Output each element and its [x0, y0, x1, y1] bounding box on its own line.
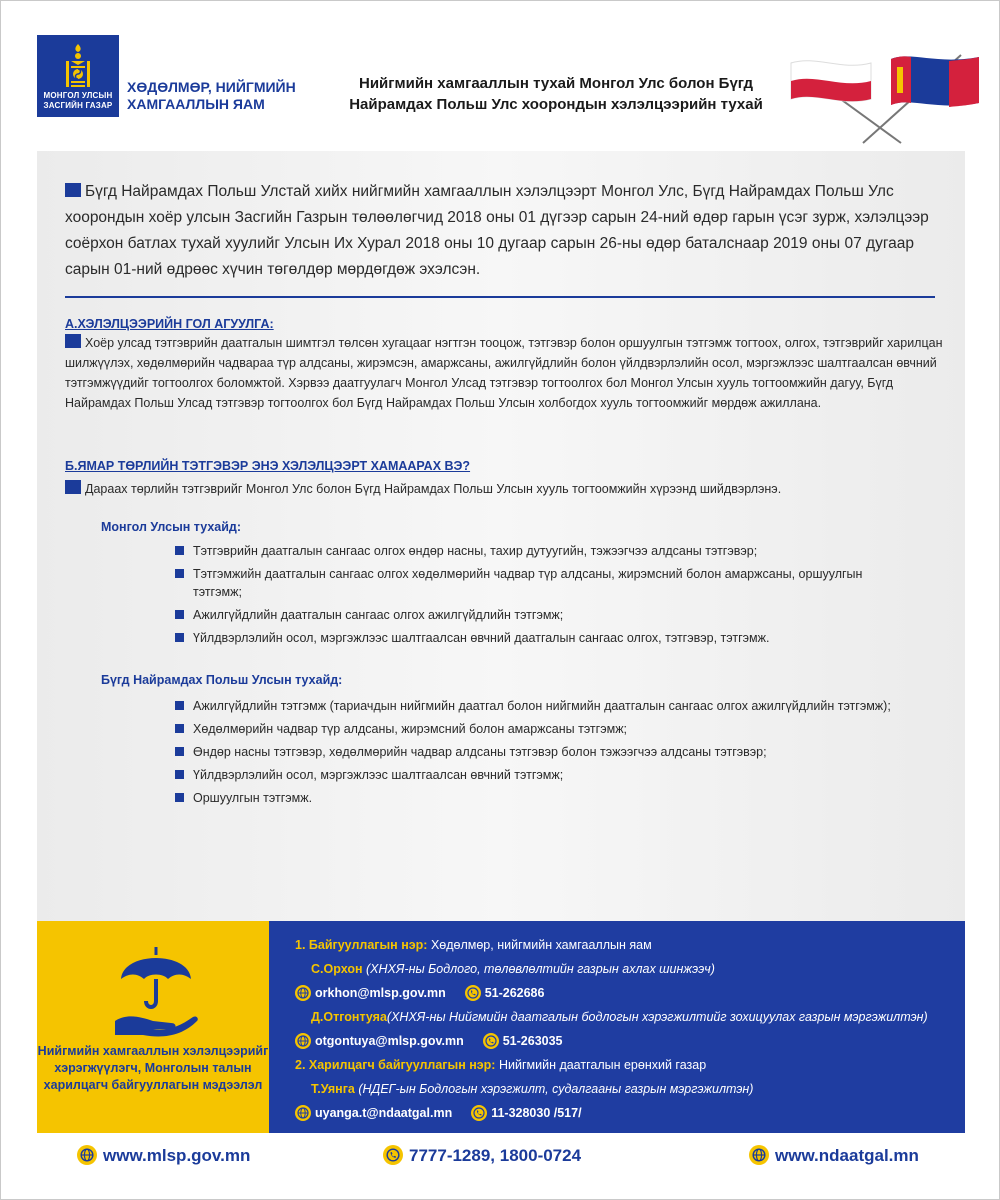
person3-contact-row: [295, 1105, 582, 1121]
person2-contact-row: [295, 1033, 563, 1049]
footer-phones-text: 7777-1289, 1800-0724: [409, 1146, 582, 1165]
person2-name: Д.Отгонтуяа: [311, 1010, 387, 1024]
org1-name: Хөдөлмөр, нийгмийн хамгааллын яам: [430, 938, 652, 952]
phone-icon: [465, 985, 481, 1001]
square-bullet-icon: [65, 334, 81, 348]
person1-row: [311, 961, 715, 977]
org2-label: 2. Харилцагч байгууллагын нэр:: [295, 1058, 496, 1072]
org2-name: Нийгмийн даатгалын ерөнхий газар: [498, 1058, 707, 1072]
person2-phone-link[interactable]: 51-263035: [502, 1034, 563, 1048]
footer-website-mlsp[interactable]: [77, 1145, 250, 1166]
person1-contact-row: [295, 985, 544, 1001]
main-content-panel: [37, 151, 965, 921]
logo-caption-line1: МОНГОЛ УЛСЫН: [43, 91, 113, 100]
square-bullet-icon: [65, 183, 81, 197]
list-item: Үйлдвэрлэлийн осол, мэргэжлээс шалтгаалсан өвчний тэтгэмж;: [175, 766, 975, 784]
page-title-line1: Нийгмийн хамгааллын тухай Монгол Улс болон Бүгд: [359, 75, 753, 92]
logo-caption: [37, 91, 119, 111]
section-divider: [65, 296, 935, 298]
person3-email-link[interactable]: uyanga.t@ndaatgal.mn: [315, 1106, 453, 1120]
globe-icon: [749, 1145, 769, 1165]
person1-phone-link[interactable]: 51-262686: [484, 986, 545, 1000]
globe-icon: [295, 985, 311, 1001]
soyombo-emblem-icon: [62, 43, 94, 89]
globe-icon: [295, 1033, 311, 1049]
person3-role: (НДЕГ-ын Бодлогын хэрэгжилт, судалгааны газрын мэргэжилтэн): [358, 1082, 754, 1096]
page-title-line2: Найрамдах Польш Улс хоорондын хэлэлцээрийн тухай: [349, 96, 763, 113]
footer-website-ndaatgal-text: www.ndaatgal.mn: [775, 1146, 919, 1165]
mongolia-subheading: Монгол Улсын тухайд:: [101, 520, 242, 534]
list-item: Тэтгэмжийн даатгалын сангаас олгох хөдөлмөрийн чадвар түр алдсаны, жирэмсний болон амаржсаны, оршуулгын тэтгэмж;: [175, 565, 875, 601]
government-logo: [37, 35, 119, 117]
crossed-flags-icon: [771, 41, 986, 151]
section-b-body: [65, 479, 945, 499]
contact-info-card: [37, 921, 269, 1133]
list-item: Ажилгүйдлийн тэтгэмж (тариачдын нийгмийн даатгал болон нийгмийн даатгалын сангаас олгох ажилгүйдлийн тэтгэмж);: [175, 697, 975, 715]
section-a-heading: А.ХЭЛЭЛЦЭЭРИЙН ГОЛ АГУУЛГА:: [65, 317, 274, 331]
phone-icon: [471, 1105, 487, 1121]
list-item: Үйлдвэрлэлийн осол, мэргэжлээс шалтгаалсан өвчний даатгалын сангаас олгох, тэтгэвэр, тэтгэмж.: [175, 629, 875, 647]
section-a-text: Хоёр улсад тэтгэврийн даатгалын шимтгэл төлсөн хугацааг нэгтгэн тооцож, тэтгэвэр болон оршуулгын тэтгэмж тогтоох, олгох, тэтгэврийг харилцан шилжүүлэх, хөдөлмөрийн чадвараа түр алдсаны, жирэмсэн, амаржсаны, ажилгүйдлийн болон үйлдвэрлэлийн осол, мэргэжлээс шалтгаалсан өвчний тэтгэмжүүдийг тогтоолгох боломжтой. Хэрвээ даатгуулагч Монгол Улсад тэтгэвэр тогтоолгох бол Монгол Улсын хууль тогтоомжийн дагуу, Бүгд Найрамдах Польш Улсад тэтгэвэр тогтоолгох бол Бүгд Найрамдах Польш Улсын холбогдох хууль тогтоомжийг мөрдөж ажиллана.: [65, 336, 943, 410]
org1-row: [295, 937, 652, 953]
list-item: Өндөр насны тэтгэвэр, хөдөлмөрийн чадвар алдсаны тэтгэвэр болон тэжээгчээ алдсаны тэтгэвэр;: [175, 743, 975, 761]
intro-paragraph: [65, 179, 945, 283]
globe-icon: [77, 1145, 97, 1165]
org1-label: 1. Байгууллагын нэр:: [295, 938, 428, 952]
person3-phone-link[interactable]: 11-328030 /517/: [491, 1106, 582, 1120]
ministry-name: [127, 79, 327, 113]
page-title: [331, 73, 781, 115]
list-item: Оршуулгын тэтгэмж.: [175, 789, 975, 807]
square-bullet-icon: [65, 480, 81, 494]
mongolia-benefit-list: [175, 542, 875, 652]
section-a-body: [65, 333, 945, 413]
person1-role: (ХНХЯ-ны Бодлого, төлөвлөлтийн газрын ахлах шинжээч): [366, 962, 715, 976]
intro-text: Бүгд Найрамдах Польш Улстай хийх нийгмийн хамгааллын хэлэлцээрт Монгол Улс, Бүгд Найрамдах Польш Улс хоорондын хоёр улсын Засгийн Газрын төлөөлөгчид 2018 оны 01 дүгээр сарын 24-ний өдөр гарын үсэг зурж, хэлэлцээр соёрхон батлах тухай хуулийг Улсын Их Хурал 2018 оны 10 дугаар сарын 26-ны өдөр баталснаар 2019 оны 07 дугаар сарын 01-ний өдрөөс хүчин төгөлдөр мөрдөгдөж эхэлсэн.: [65, 183, 929, 278]
org2-row: [295, 1057, 706, 1073]
person2-row: [311, 1009, 928, 1025]
phone-icon: [483, 1033, 499, 1049]
person3-name: Т.Уянга: [311, 1082, 355, 1096]
person1-name: С.Орхон: [311, 962, 363, 976]
footer-website-mlsp-text: www.mlsp.gov.mn: [103, 1146, 251, 1165]
phone-icon: [383, 1145, 403, 1165]
list-item: Тэтгэврийн даатгалын сангаас олгох өндөр насны, тахир дутуугийн, тэжээгчээ алдсаны тэтгэвэр;: [175, 542, 875, 560]
section-b-text: Дараах төрлийн тэтгэврийг Монгол Улс болон Бүгд Найрамдах Польш Улсын хууль тогтоомжийн хүрээнд шийдвэрлэнэ.: [85, 482, 782, 496]
section-b-heading: Б.ЯМАР ТӨРЛИЙН ТЭТГЭВЭР ЭНЭ ХЭЛЭЛЦЭЭРТ ХАМААРАХ ВЭ?: [65, 459, 471, 473]
person2-email-link[interactable]: otgontuya@mlsp.gov.mn: [315, 1034, 464, 1048]
ministry-name-line2: ХАМГААЛЛЫН ЯАМ: [127, 96, 265, 112]
contact-details-panel: [269, 921, 965, 1133]
footer-website-ndaatgal[interactable]: [749, 1145, 919, 1166]
list-item: Хөдөлмөрийн чадвар түр алдсаны, жирэмсний болон амаржсаны тэтгэмж;: [175, 720, 975, 738]
person2-role: (ХНХЯ-ны Нийгмийн даатгалын бодлогын хэрэгжилтийг зохицуулах газрын мэргэжилтэн): [386, 1010, 928, 1024]
person3-row: [311, 1081, 753, 1097]
person1-email-link[interactable]: orkhon@mlsp.gov.mn: [315, 986, 446, 1000]
footer: [37, 1133, 965, 1183]
poland-subheading: Бүгд Найрамдах Польш Улсын тухайд:: [101, 673, 343, 687]
umbrella-hand-icon: [113, 939, 199, 1039]
logo-caption-line2: ЗАСГИЙН ГАЗАР: [43, 101, 113, 110]
footer-phones[interactable]: [383, 1145, 581, 1166]
poland-benefit-list: [175, 697, 975, 812]
list-item: Ажилгүйдлийн даатгалын сангаас олгох ажилгүйдлийн тэтгэмж;: [175, 606, 875, 624]
contact-card-caption: Нийгмийн хамгааллын хэлэлцээрийг хэрэгжүүлэгч, Монголын талын харилцагч байгууллагын мэдээлэл: [37, 1044, 269, 1092]
ministry-name-line1: ХӨДӨЛМӨР, НИЙГМИЙН: [127, 79, 296, 95]
globe-icon: [295, 1105, 311, 1121]
